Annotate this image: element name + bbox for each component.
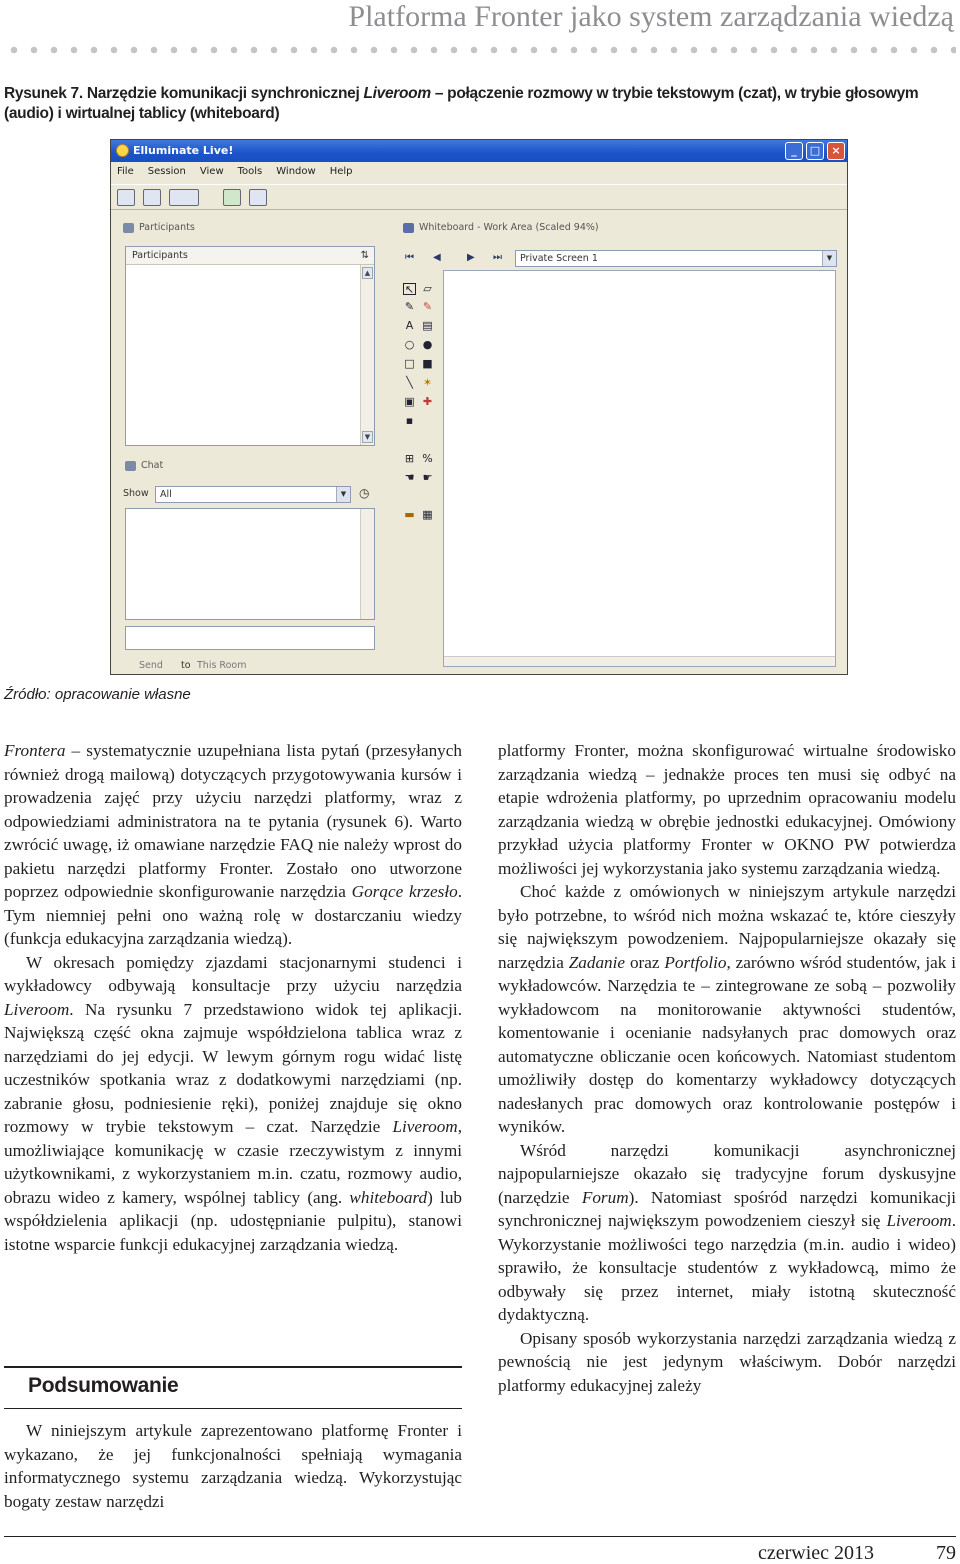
caption-prefix: Rysunek 7. Narzędzie komunikacji synchronicznej [4, 85, 364, 102]
send-button[interactable]: Send [139, 660, 163, 671]
chat-transcript[interactable] [125, 508, 375, 620]
text-run: Wśród narzędzi komunikacji asynchronicznej najpopularniejsze okazało się tradycyjne forum dyskusyjne (narzędzie [498, 1140, 956, 1207]
text-run: . Wykorzystanie możliwości tego narzędzia (m.in. audio i wideo) sprawiło, że konsultacje studentów z wykładowcą, mimo że odbywały się przez internet, miały istotną skuteczność dydaktyczną. [498, 1211, 956, 1324]
screen-select-value: Private Screen 1 [520, 253, 598, 264]
menu-session[interactable]: Session [147, 166, 186, 177]
menu-tools[interactable]: Tools [237, 166, 263, 177]
caption-italic: Liveroom [363, 85, 431, 102]
term-liveroom: Liveroom [4, 999, 70, 1019]
participants-header-label: Participants [139, 222, 195, 233]
chevron-down-icon: ▼ [822, 251, 836, 266]
menu-view[interactable]: View [199, 166, 224, 177]
pointer-tool-icon[interactable]: ✶ [422, 376, 433, 389]
print-icon[interactable] [143, 189, 161, 206]
hand-tool-icon[interactable]: ☚ [404, 471, 415, 484]
pen-tool-icon[interactable]: ✎ [404, 300, 415, 313]
clock-icon[interactable]: ◷ [359, 486, 370, 500]
toolbar [111, 184, 847, 210]
maximize-icon[interactable]: □ [806, 142, 824, 160]
minimize-icon[interactable]: _ [785, 142, 803, 160]
footer-rule [4, 1536, 956, 1537]
chevron-down-icon: ▼ [336, 487, 350, 502]
to-value: This Room [197, 660, 247, 671]
term-zadanie: Zadanie [568, 952, 626, 972]
left-paragraph-1 [4, 739, 462, 951]
text-run: . Tym niemniej pełni ono ważną rolę w dostarczaniu wiedzy (funkcja edukacyjna zarządzania wiedzą). [4, 882, 462, 948]
whiteboard-header-label: Whiteboard - Work Area (Scaled 94%) [419, 222, 599, 233]
text-run: ) lub współdzielenia aplikacji (np. udostępnianie pulpitu), stanowi istotne wsparcie funkcji edukacyjnej zarządzania wiedzą. [4, 1187, 463, 1254]
term-liveroom: Liveroom [886, 1211, 952, 1230]
text-run: Choć każde z omówionych w niniejszym artykule narzędzi było potrzebne, to wśród nich można wskazać te, które cieszyły się największym powodzeniem. Najpopularniejsze okazały się narzędzia [498, 882, 956, 972]
save-icon[interactable] [117, 189, 135, 206]
text-run: ). Natomiast spośród narzędzi komunikacji synchronicznej największym powodzeniem cieszył się [498, 1187, 956, 1230]
chat-input[interactable] [125, 626, 375, 650]
next-page-icon[interactable]: ▶ [467, 252, 475, 263]
select-tool-icon[interactable]: ↖ [404, 283, 415, 296]
section-rule-top [4, 1366, 462, 1368]
menu-bar [111, 162, 847, 182]
figure-caption [4, 84, 958, 124]
section-title: Podsumowanie [28, 1374, 179, 1397]
left-paragraph-2 [4, 951, 462, 1257]
term-frontera: Frontera [4, 741, 66, 760]
prev-page-icon[interactable]: ◀ [433, 252, 441, 263]
app-logo-icon [116, 144, 129, 157]
hand-right-tool-icon[interactable]: ☛ [422, 471, 433, 484]
show-select[interactable] [155, 486, 351, 503]
scroll-up-icon[interactable]: ▲ [362, 267, 373, 279]
sort-icon[interactable]: ⇅ [360, 250, 369, 261]
caption-rest: – połączenie rozmowy w trybie tekstowym (czat), w trybie głosowym (audio) i wirtualnej tablicy (whiteboard) [4, 85, 919, 122]
text-run: W okresach pomiędzy zjazdami stacjonarnymi studenci i wykładowcy odbywają konsultacje przy użyciu narzędzia [4, 952, 462, 995]
running-title: Platforma Fronter jako system zarządzania wiedzą [348, 0, 954, 33]
menu-help[interactable]: Help [329, 166, 353, 177]
chat-header-label: Chat [141, 460, 164, 471]
whiteboard-canvas[interactable] [443, 270, 836, 667]
eraser-tool-icon[interactable]: ▱ [423, 282, 432, 295]
scroll-down-icon[interactable]: ▼ [362, 431, 373, 443]
image-tool-icon[interactable]: ▣ [404, 395, 415, 408]
app-screenshot [110, 139, 848, 675]
term-portfolio: Portfolio [664, 952, 727, 972]
folder-save-icon[interactable]: ▦ [422, 508, 433, 521]
folder-icon[interactable]: ▬ [404, 508, 415, 521]
right-paragraph-3 [498, 1139, 956, 1327]
filled-rectangle-tool-icon[interactable]: ■ [422, 357, 433, 370]
right-paragraph-2 [498, 880, 956, 1139]
right-paragraph-1: platformy Fronter, można skonfigurować wirtualne środowisko zarządzania wiedzą – jednakże proces ten musi się odbyć na etapie wdrożenia platformy, po uprzednim opracowaniu modelu zarządzania wiedzą w obrębie jednostki edukacyjnej. Omówiony przykład użycia platformy Fronter w OKNO PW potwierdza możliwości jej wykorzystania jako systemu zarządzania wiedzą. [498, 741, 956, 878]
whiteboard-scrollbar[interactable] [444, 656, 835, 666]
line-tool-icon[interactable]: ╲ [406, 376, 413, 389]
figure-source: Źródło: opracowanie własne [4, 686, 191, 703]
show-label: Show [123, 488, 149, 499]
text-run: – systematycznie uzupełniana lista pytań (przesyłanych również drogą mailową) dotyczących przygotowywania kursów i prowadzenia zajęć przy użyciu narzędzi platformy, wraz z odpowiedziami administratora na te pytania (rysunek 6). Warto zwrócić uwagę, iż omawiane narzędzie FAQ nie należy wprost do pakietu narzędzi platformy Fronter. Zostało ono utworzone poprzez odpowiednie skonfigurowanie narzędzia [4, 741, 462, 901]
participants-scrollbar[interactable] [360, 265, 374, 445]
term-gorace-krzeslo: Gorące krzesło [351, 882, 458, 901]
left-column [4, 739, 462, 1256]
first-page-icon[interactable]: ⏮ [405, 252, 414, 263]
scale-tool-icon[interactable]: % [422, 452, 433, 465]
dotted-divider [4, 46, 956, 54]
right-paragraph-4: Opisany sposób wykorzystania narzędzi zarządzania wiedzą z pewnością nie jest jedynym właściwym. Dobór narzędzi platformy edukacyjnej zależy [498, 1328, 956, 1395]
menu-file[interactable]: File [117, 166, 134, 177]
rectangle-tool-icon[interactable]: □ [404, 357, 415, 370]
right-column [498, 739, 956, 1397]
app-title: Elluminate Live! [133, 144, 234, 157]
page-number: 79 [936, 1542, 956, 1564]
zoom-tool-icon[interactable]: ⊞ [404, 452, 415, 465]
text-run: , zarówno wśród studentów, jak i wykładowców. Narzędzia te – zintegrowane ze sobą – pozwoliły wykładowcom na monitorowanie aktywności studentów, komentowanie i ocenianie nadsyłanych prac domowych oraz automatyczne obliczanie ocen końcowych. Natomiast studentom umożliwiły dostęp do komentarzy wykładowcy dotyczących nadesłanych prac domowych oraz kontrolowanie postępów i wyników. [498, 952, 956, 1136]
section-rule-bottom [4, 1408, 462, 1409]
pencil-icon [403, 223, 414, 233]
footer-date: czerwiec 2013 [757, 1542, 874, 1564]
edit-icon[interactable] [249, 189, 267, 206]
text-run: , umożliwiające komunikację w czasie rzeczywistym z innymi użytkownikami, z wykorzystaniem m.in. czatu, rozmowy audio, obrazu wideo z kamery, wspólnej tablicy (ang. [4, 1117, 462, 1207]
chat-icon [125, 461, 136, 471]
last-page-icon[interactable]: ⏭ [493, 252, 502, 263]
sync-icon[interactable] [223, 189, 241, 206]
ellipse-tool-icon[interactable]: ○ [404, 338, 415, 351]
whiteboard-header [401, 220, 831, 236]
summary-paragraph: W niniejszym artykule zaprezentowano platformę Fronter i wykazano, że jej funkcjonalności spełniają wymagania informatycznego systemu zarządzania wiedzą. Wykorzystując bogaty zestaw narzędzi [4, 1421, 462, 1511]
show-value: All [160, 489, 172, 500]
menu-window[interactable]: Window [276, 166, 316, 177]
screen-capture-tool-icon[interactable]: ▪ [405, 414, 414, 427]
participants-column-label: Participants [132, 250, 188, 261]
text-box-tool-icon[interactable]: ▤ [422, 319, 433, 332]
participants-icon [123, 223, 134, 233]
screen-select[interactable] [515, 250, 837, 267]
term-liveroom: Liveroom [392, 1117, 458, 1136]
participants-list-header [126, 247, 374, 265]
text-run: oraz [625, 952, 665, 972]
app-titlebar [111, 140, 847, 162]
participants-header [121, 220, 391, 236]
highlighter-tool-icon[interactable]: ✎ [422, 300, 433, 313]
close-icon[interactable]: × [827, 142, 845, 160]
text-run: . Na rysunku 7 przedstawiono widok tej aplikacji. Największą część okna zajmuje współdzielona tablica wraz z narzędziami do jej edycji. W lewym górnym rogu widać listę uczestników spotkania wraz z dodatkowymi narzędziami (np. zabranie głosu, podniesienie ręki), poniżej znajduje się okno rozmowy w trybie tekstowym – czat. Narzędzie [4, 999, 462, 1136]
term-forum: Forum [581, 1187, 629, 1207]
layout-dropdown-icon[interactable] [169, 189, 199, 206]
participants-list[interactable] [125, 246, 375, 446]
chat-header [123, 458, 323, 474]
term-whiteboard: whiteboard [349, 1187, 428, 1207]
clipart-tool-icon[interactable]: ✚ [422, 395, 433, 408]
summary-column [4, 1419, 462, 1513]
to-label: to [181, 660, 191, 671]
chat-scrollbar[interactable] [360, 509, 374, 619]
filled-ellipse-tool-icon[interactable]: ● [422, 338, 433, 351]
text-tool-icon[interactable]: A [405, 319, 414, 332]
